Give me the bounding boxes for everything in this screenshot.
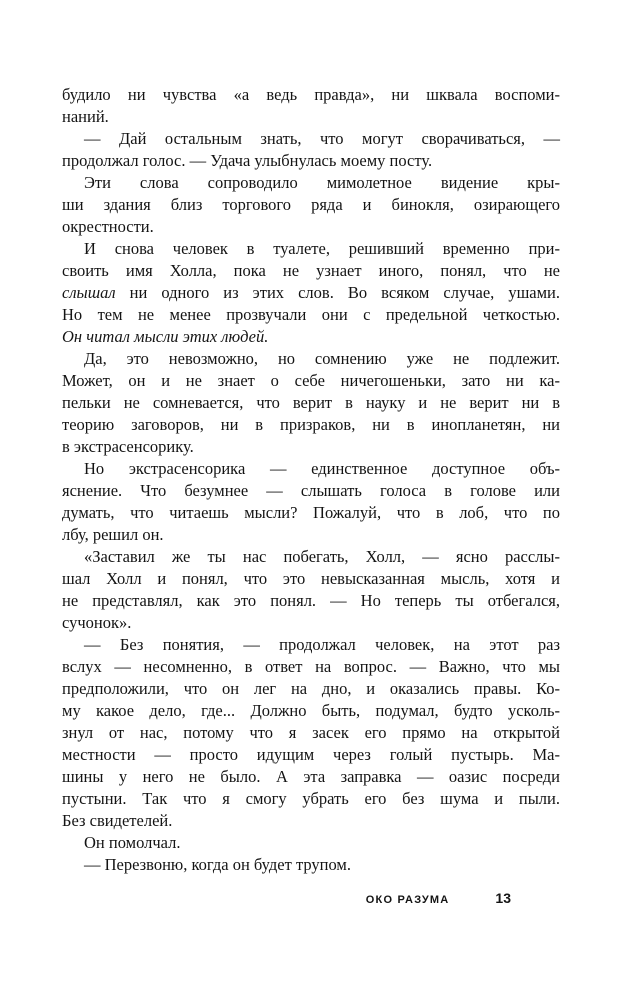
text-line: [62, 326, 560, 348]
text-line: [62, 194, 560, 216]
body-text: окрестности.: [62, 217, 154, 236]
body-text: «Заставил же ты нас побегать, Холл, — ясно расслы-: [84, 547, 560, 566]
body-text: в экстрасенсорику.: [62, 437, 194, 456]
text-line: [62, 502, 560, 524]
text-line: [62, 150, 560, 172]
body-text: Без свидетелей.: [62, 811, 173, 830]
paragraph: [62, 172, 560, 238]
text-line: [62, 546, 560, 568]
text-line: [62, 788, 560, 810]
paragraph: [62, 546, 560, 634]
text-block: [62, 84, 560, 876]
body-text: Он помолчал.: [84, 833, 181, 852]
body-text: Но тем не менее прозвучали они с предельной четкостью.: [62, 305, 560, 324]
paragraph: [62, 84, 560, 128]
text-line: [62, 458, 560, 480]
body-text: Но экстрасенсорика — единственное доступное объ-: [84, 459, 560, 478]
text-line: [62, 282, 560, 304]
text-line: [62, 348, 560, 370]
body-text: шал Холл и понял, что это невысказанная мысль, хотя и: [62, 569, 560, 588]
text-line: [62, 590, 560, 612]
text-line: [62, 634, 560, 656]
body-text: пустыни. Так что я смогу убрать его без шума и пыли.: [62, 789, 560, 808]
text-line: [62, 260, 560, 282]
text-line: [62, 744, 560, 766]
paragraph: [62, 854, 560, 876]
page-footer: [0, 890, 619, 906]
body-text: шины у него не было. А эта заправка — оазис посреди: [62, 767, 560, 786]
text-line: [62, 612, 560, 634]
body-text: сучонок».: [62, 613, 132, 632]
text-line: [62, 854, 560, 876]
paragraph: [62, 238, 560, 348]
text-line: [62, 84, 560, 106]
text-line: [62, 810, 560, 832]
paragraph: [62, 458, 560, 546]
body-text: ни одного из этих слов. Во всяком случае, ушами.: [115, 283, 560, 302]
body-text: Может, он и не знает о себе ничегошеньки, зато ни ка-: [62, 371, 560, 390]
text-line: [62, 414, 560, 436]
text-line: [62, 172, 560, 194]
body-text: продолжал голос. — Удача улыбнулась моему посту.: [62, 151, 433, 170]
body-text: яснение. Что безумнее — слышать голоса в голове или: [62, 481, 560, 500]
text-line: [62, 436, 560, 458]
text-line: [62, 722, 560, 744]
text-line: [62, 832, 560, 854]
text-line: [62, 392, 560, 414]
text-line: [62, 106, 560, 128]
text-line: [62, 304, 560, 326]
body-text: наний.: [62, 107, 109, 126]
text-line: [62, 656, 560, 678]
body-text: ши здания близ торгового ряда и бинокля, озирающего: [62, 195, 560, 214]
body-text: думать, что читаешь мысли? Пожалуй, что в лоб, что по: [62, 503, 560, 522]
paragraph: [62, 348, 560, 458]
body-text: не представлял, как это понял. — Но теперь ты отбегался,: [62, 591, 560, 610]
body-text: — Без понятия, — продолжал человек, на этот раз: [84, 635, 560, 654]
body-text: И снова человек в туалете, решивший временно при-: [84, 239, 560, 258]
paragraph: [62, 634, 560, 832]
emphasized-text: Он читал мысли этих людей.: [62, 327, 269, 346]
text-line: [62, 216, 560, 238]
body-text: местности — просто идущим через голый пустырь. Ма-: [62, 745, 560, 764]
body-text: теорию заговоров, ни в призраков, ни в инопланетян, ни: [62, 415, 560, 434]
body-text: будило ни чувства «а ведь правда», ни шквала воспоми-: [62, 85, 560, 104]
body-text: Эти слова сопроводило мимолетное видение кры-: [84, 173, 560, 192]
text-line: [62, 480, 560, 502]
text-line: [62, 238, 560, 260]
text-line: [62, 678, 560, 700]
body-text: лбу, решил он.: [62, 525, 164, 544]
running-title: ОКО РАЗУМА: [365, 894, 450, 906]
body-text: му какое дело, где... Должно быть, подумал, будто усколь-: [62, 701, 560, 720]
body-text: — Дай остальным знать, что могут сворачиваться, —: [84, 129, 560, 148]
body-text: предположили, что он лег на дно, и оказались правы. Ко-: [62, 679, 560, 698]
text-line: [62, 370, 560, 392]
paragraph: [62, 832, 560, 854]
emphasized-text: слышал: [62, 283, 116, 302]
text-line: [62, 766, 560, 788]
body-text: вслух — несомненно, в ответ на вопрос. — Важно, что мы: [62, 657, 560, 676]
text-line: [62, 524, 560, 546]
page-number: 13: [495, 890, 511, 906]
text-line: [62, 568, 560, 590]
paragraph: [62, 128, 560, 172]
text-line: [62, 128, 560, 150]
body-text: знул от нас, потому что я засек его прямо на открытой: [62, 723, 560, 742]
body-text: своить имя Холла, пока не узнает иного, понял, что не: [62, 261, 560, 280]
body-text: пельки не сомневается, что верит в науку и не верит ни в: [62, 393, 560, 412]
body-text: — Перезвоню, когда он будет трупом.: [84, 855, 351, 874]
body-text: Да, это невозможно, но сомнению уже не подлежит.: [84, 349, 560, 368]
text-line: [62, 700, 560, 722]
